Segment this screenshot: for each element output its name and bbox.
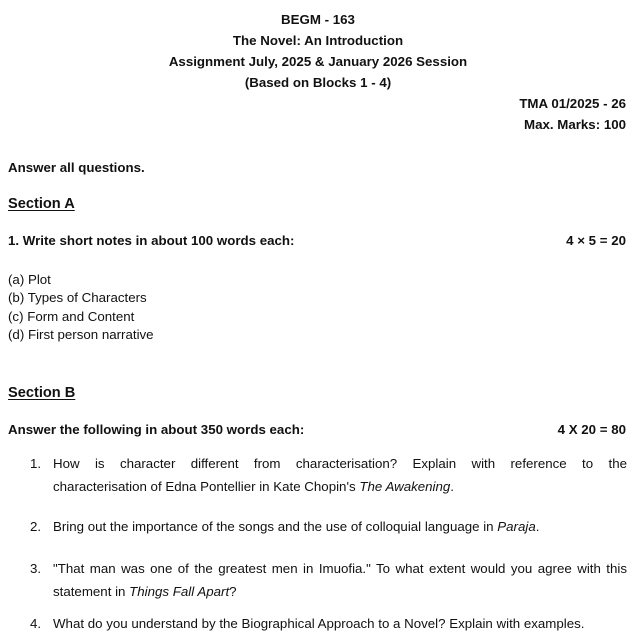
question-text: How is character different from characterisation? Explain with reference to the — [53, 456, 627, 471]
max-marks: Max. Marks: 100 — [524, 117, 626, 132]
assignment-session: Assignment July, 2025 & January 2026 Session — [168, 54, 468, 69]
question-1 — [53, 452, 627, 498]
section-b-heading: Section B — [8, 385, 76, 401]
question-text: "That man was one of the greatest men in Imuofia." To what extent would you agree with this — [53, 561, 627, 576]
blocks-note: (Based on Blocks 1 - 4) — [244, 75, 392, 90]
question-text: ? — [229, 584, 237, 599]
section-a-question: 1. Write short notes in about 100 words each: — [8, 233, 295, 248]
section-b-marks: 4 X 20 = 80 — [557, 422, 626, 437]
tma-code: TMA 01/2025 - 26 — [519, 96, 626, 111]
work-title: Things Fall Apart — [129, 584, 230, 599]
course-code: BEGM - 163 — [281, 12, 355, 27]
question-text: What do you understand by the Biographical Approach to a Novel? Explain with examples. — [53, 616, 585, 631]
question-4 — [53, 612, 627, 635]
list-item: (d) First person narrative — [8, 327, 154, 342]
question-number: 4. — [30, 616, 42, 631]
question-text: statement in — [53, 584, 130, 599]
general-instruction: Answer all questions. — [8, 160, 145, 175]
question-number: 3. — [30, 561, 42, 576]
work-title: Paraja — [497, 519, 536, 534]
question-number: 1. — [30, 456, 42, 471]
question-2 — [53, 515, 627, 538]
question-number: 2. — [30, 519, 42, 534]
list-item: (b) Types of Characters — [8, 290, 147, 305]
section-a-heading: Section A — [8, 196, 75, 212]
list-item: (a) Plot — [8, 272, 51, 287]
question-text: . — [450, 479, 454, 494]
question-text: characterisation of Edna Pontellier in Kate Chopin's — [53, 479, 360, 494]
section-b-instruction: Answer the following in about 350 words each: — [8, 422, 305, 437]
question-3 — [53, 557, 627, 603]
section-a-marks: 4 × 5 = 20 — [566, 233, 626, 248]
question-text: Bring out the importance of the songs and the use of colloquial language in — [53, 519, 498, 534]
list-item: (c) Form and Content — [8, 309, 135, 324]
work-title: The Awakening — [359, 479, 451, 494]
question-text: . — [535, 519, 540, 534]
course-title: The Novel: An Introduction — [232, 33, 404, 48]
